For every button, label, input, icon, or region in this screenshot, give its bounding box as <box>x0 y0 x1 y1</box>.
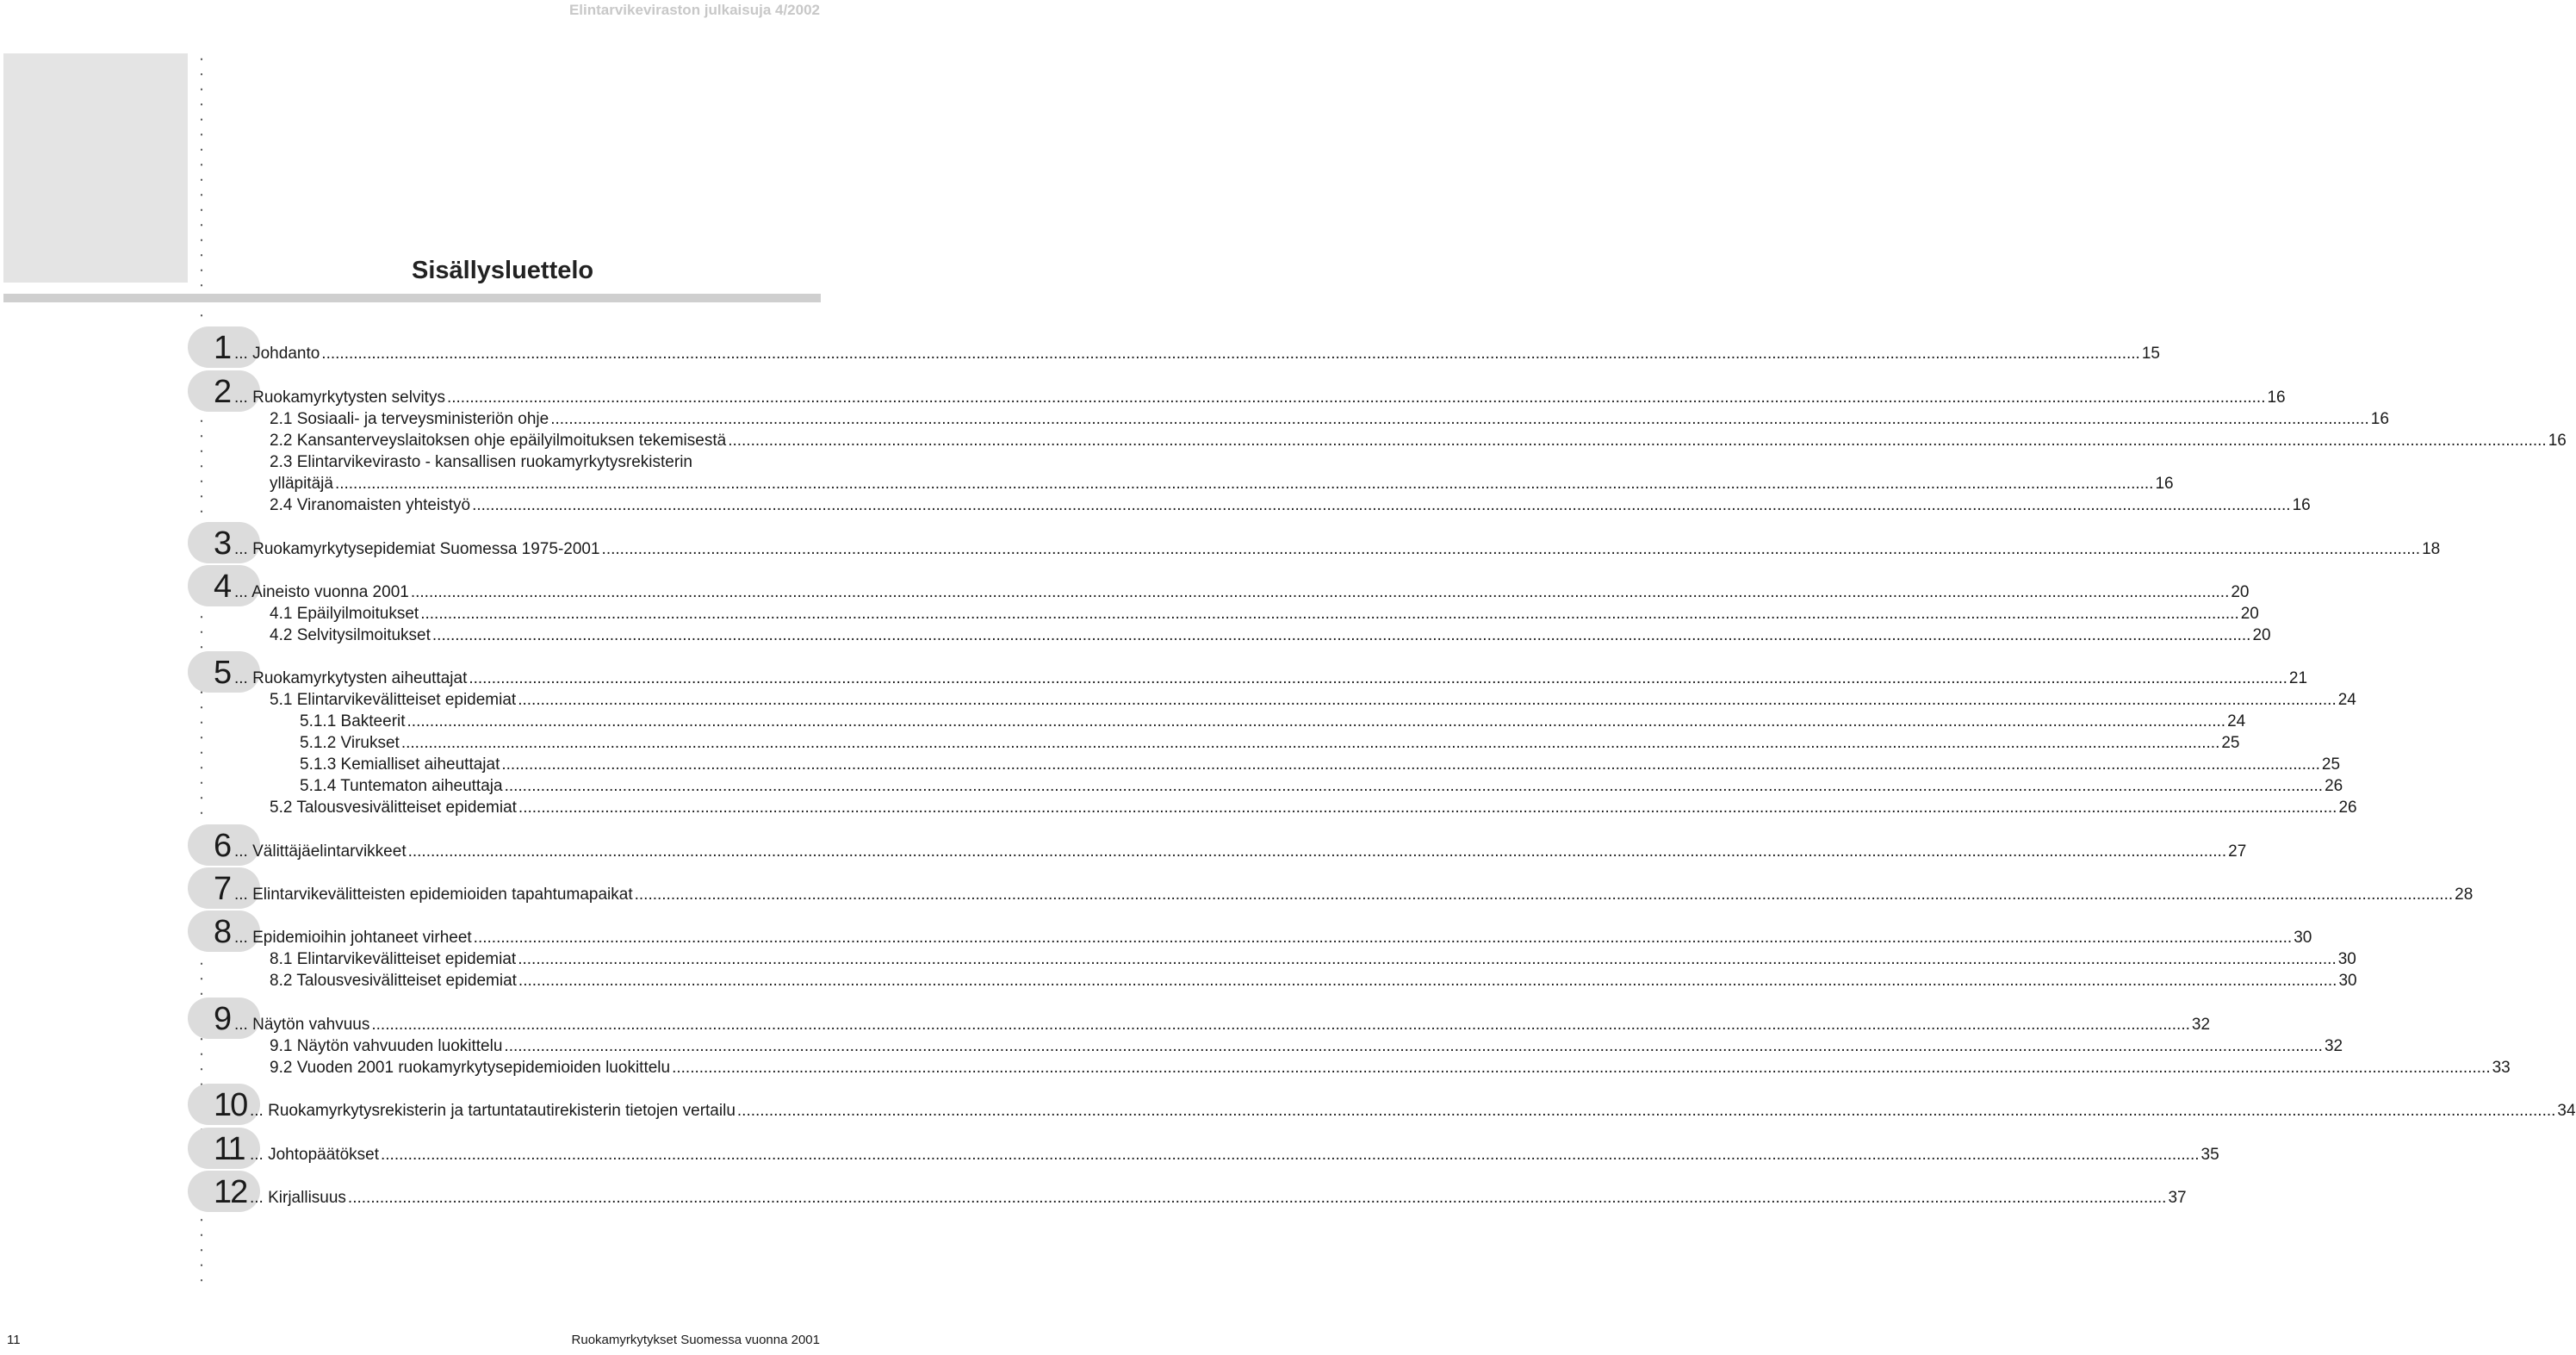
toc-entry[interactable] <box>270 1055 2511 1078</box>
toc-entry[interactable] <box>270 947 2356 969</box>
toc-entry-label: 2.2 Kansanterveyslaitoksen ohje epäilyilmoituksen tekemisestä <box>270 432 727 450</box>
toc-entry[interactable] <box>234 341 2160 364</box>
toc-entry-label: ... Näytön vahvuus <box>234 1016 370 1034</box>
toc-leader-dots: ................................................................................................................................................................................................................................................................................................................................................................................................................ <box>420 605 2239 623</box>
chapter-number: 12 <box>214 1174 247 1210</box>
chapter-number: 2 <box>214 374 231 410</box>
toc-entry-label: 8.2 Talousvesivälitteiset epidemiat <box>270 972 517 990</box>
toc-entry-label: ... Epidemioihin johtaneet virheet <box>234 929 472 947</box>
toc-entry-page: 26 <box>2338 799 2357 817</box>
toc-entry[interactable] <box>270 1034 2343 1056</box>
toc-entry-label: ... Kirjallisuus <box>250 1189 346 1207</box>
toc-entry-page: 30 <box>2294 929 2312 947</box>
toc-entry[interactable] <box>234 666 2308 688</box>
toc-leader-dots: ................................................................................................................................................................................................................................................................................................................................................................................................................ <box>371 1016 2190 1034</box>
toc-entry[interactable] <box>270 428 2567 451</box>
toc-leader-dots: ................................................................................................................................................................................................................................................................................................................................................................................................................ <box>634 886 2454 904</box>
toc-leader-dots: ................................................................................................................................................................................................................................................................................................................................................................................................................ <box>504 1037 2323 1055</box>
toc-entry-page: 20 <box>2240 605 2259 623</box>
toc-entry[interactable] <box>270 968 2357 991</box>
toc-leader-dots: ................................................................................................................................................................................................................................................................................................................................................................................................................ <box>410 583 2230 601</box>
toc-entry-label: ... Ruokamyrkytysten selvitys <box>234 388 445 407</box>
toc-entry[interactable] <box>270 407 2389 429</box>
chapter-number: 3 <box>214 525 231 562</box>
toc-leader-dots: ................................................................................................................................................................................................................................................................................................................................................................................................................ <box>469 669 2287 687</box>
toc-entry-label: 2.3 Elintarvikevirasto - kansallisen ruokamyrkytysrekisterin <box>270 453 692 471</box>
toc-entry-label: 4.2 Selvitysilmoitukset <box>270 626 431 644</box>
toc-leader-dots: ................................................................................................................................................................................................................................................................................................................................................................................................................ <box>334 475 2154 493</box>
footer-running-title: Ruokamyrkytykset Suomessa vuonna 2001 <box>571 1333 820 1347</box>
toc-entry[interactable] <box>270 450 818 472</box>
toc-entry-page: 35 <box>2200 1146 2219 1164</box>
toc-leader-dots: ................................................................................................................................................................................................................................................................................................................................................................................................................ <box>381 1146 2200 1164</box>
toc-entry-page: 24 <box>2227 712 2246 730</box>
toc-entry[interactable] <box>234 925 2312 948</box>
toc-entry-page: 16 <box>2370 410 2389 428</box>
toc-entry-page: 21 <box>2288 669 2308 687</box>
toc-leader-dots: ................................................................................................................................................................................................................................................................................................................................................................................................................ <box>550 410 2369 428</box>
toc-leader-dots: ................................................................................................................................................................................................................................................................................................................................................................................................................ <box>672 1059 2491 1077</box>
toc-entry[interactable] <box>270 601 2259 624</box>
toc-entry[interactable] <box>234 1012 2211 1035</box>
page-title: Sisällysluettelo <box>412 257 594 284</box>
toc-entry[interactable] <box>300 730 2240 753</box>
chapter-number: 1 <box>214 330 231 366</box>
toc-entry[interactable] <box>250 1185 2187 1208</box>
running-header: Elintarvikeviraston julkaisuja 4/2002 <box>568 2 820 18</box>
toc-entry-label: 2.1 Sosiaali- ja terveysministeriön ohje <box>270 410 549 428</box>
chapter-number: 11 <box>214 1131 245 1167</box>
toc-entry-label: 5.2 Talousvesivälitteiset epidemiat <box>270 799 517 817</box>
toc-entry-page: 26 <box>2325 777 2343 795</box>
toc-entry-page: 37 <box>2168 1189 2187 1207</box>
toc-leader-dots: ................................................................................................................................................................................................................................................................................................................................................................................................................ <box>518 691 2337 709</box>
toc-entry-label: 8.1 Elintarvikevälitteiset epidemiat <box>270 950 517 968</box>
toc-entry-page: 16 <box>2267 388 2286 407</box>
toc-entry-page: 30 <box>2337 950 2356 968</box>
toc-entry-label: 5.1.3 Kemialliset aiheuttajat <box>300 755 500 774</box>
toc-entry[interactable] <box>300 709 2246 731</box>
toc-entry[interactable] <box>234 385 2286 407</box>
toc-entry-page: 32 <box>2191 1016 2211 1034</box>
toc-leader-dots: ................................................................................................................................................................................................................................................................................................................................................................................................................ <box>518 799 2337 817</box>
toc-entry-label: ... Välittäjäelintarvikkeet <box>234 842 407 861</box>
toc-leader-dots: ................................................................................................................................................................................................................................................................................................................................................................................................................ <box>601 540 2421 558</box>
chapter-number: 7 <box>214 871 231 907</box>
toc-entry-label: ... Elintarvikevälitteisten epidemioiden tapahtumapaikat <box>234 886 633 904</box>
toc-entry-page: 18 <box>2422 540 2441 558</box>
toc-entry-label: ... Ruokamyrkytysrekisterin ja tartuntatautirekisterin tietojen vertailu <box>250 1102 736 1120</box>
toc-leader-dots: ................................................................................................................................................................................................................................................................................................................................................................................................................ <box>728 432 2547 450</box>
toc-entry-page: 16 <box>2155 475 2174 493</box>
toc-entry-page: 34 <box>2557 1102 2576 1120</box>
toc-entry-label: 9.1 Näytön vahvuuden luokittelu <box>270 1037 503 1055</box>
toc-entry-label: ... Ruokamyrkytysepidemiat Suomessa 1975-2001 <box>234 540 600 558</box>
toc-leader-dots: ................................................................................................................................................................................................................................................................................................................................................................................................................ <box>321 345 2140 363</box>
toc-entry-page: 28 <box>2455 886 2474 904</box>
toc-leader-dots: ................................................................................................................................................................................................................................................................................................................................................................................................................ <box>518 950 2337 968</box>
toc-leader-dots: ................................................................................................................................................................................................................................................................................................................................................................................................................ <box>504 777 2324 795</box>
toc-leader-dots: ................................................................................................................................................................................................................................................................................................................................................................................................................ <box>472 496 2291 514</box>
chapter-number: 5 <box>214 655 231 691</box>
toc-entry-label: ... Johdanto <box>234 345 320 363</box>
toc-entry-label: ylläpitäjä <box>270 475 333 493</box>
toc-entry-label: 5.1.2 Virukset <box>300 734 400 752</box>
toc-entry-label: 9.2 Vuoden 2001 ruokamyrkytysepidemioiden luokittelu <box>270 1059 671 1077</box>
toc-entry-page: 27 <box>2228 842 2247 861</box>
toc-entry-page: 25 <box>2221 734 2240 752</box>
toc-entry[interactable] <box>300 774 2343 796</box>
toc-entry[interactable] <box>250 1098 2576 1121</box>
toc-entry[interactable] <box>234 839 2247 861</box>
toc-leader-dots: ................................................................................................................................................................................................................................................................................................................................................................................................................ <box>407 842 2227 861</box>
toc-entry[interactable] <box>270 687 2356 710</box>
toc-entry[interactable] <box>250 1142 2219 1165</box>
toc-leader-dots: ................................................................................................................................................................................................................................................................................................................................................................................................................ <box>446 388 2266 407</box>
toc-entry[interactable] <box>234 537 2441 559</box>
toc-entry-page: 16 <box>2548 432 2567 450</box>
toc-entry-label: ... Johtopäätökset <box>250 1146 379 1164</box>
chapter-number: 9 <box>214 1001 231 1037</box>
toc-leader-dots: ................................................................................................................................................................................................................................................................................................................................................................................................................ <box>347 1189 2167 1207</box>
toc-leader-dots: ................................................................................................................................................................................................................................................................................................................................................................................................................ <box>407 712 2226 730</box>
footer-page-number: 11 <box>7 1333 21 1347</box>
toc-entry-label: 4.1 Epäilyilmoitukset <box>270 605 419 623</box>
chapter-number: 4 <box>214 569 231 605</box>
toc-entry-page: 33 <box>2492 1059 2511 1077</box>
toc-leader-dots: ................................................................................................................................................................................................................................................................................................................................................................................................................ <box>400 734 2220 752</box>
toc-entry-page: 16 <box>2292 496 2311 514</box>
toc-entry-label: 5.1.4 Tuntematon aiheuttaja <box>300 777 503 795</box>
toc-leader-dots: ................................................................................................................................................................................................................................................................................................................................................................................................................ <box>518 972 2337 990</box>
toc-entry-page: 24 <box>2337 691 2356 709</box>
toc-entry-page: 32 <box>2324 1037 2343 1055</box>
toc-entry-page: 20 <box>2231 583 2250 601</box>
toc-entry[interactable] <box>270 471 2174 494</box>
toc-entry-label: ... Aineisto vuonna 2001 <box>234 583 409 601</box>
toc-entry[interactable] <box>234 882 2474 904</box>
toc-leader-dots: ................................................................................................................................................................................................................................................................................................................................................................................................................ <box>736 1102 2556 1120</box>
toc-entry-label: ... Ruokamyrkytysten aiheuttajat <box>234 669 468 687</box>
chapter-number: 6 <box>214 828 231 864</box>
toc-leader-dots: ................................................................................................................................................................................................................................................................................................................................................................................................................ <box>431 626 2251 644</box>
toc-entry-page: 25 <box>2321 755 2341 774</box>
toc-entry[interactable] <box>270 493 2311 515</box>
toc-entry-label: 5.1 Elintarvikevälitteiset epidemiat <box>270 691 517 709</box>
toc-entry[interactable] <box>270 623 2271 645</box>
toc-entry-label: 5.1.1 Bakteerit <box>300 712 406 730</box>
chapter-number: 8 <box>214 914 231 950</box>
toc-entry[interactable] <box>270 795 2357 817</box>
toc-entry-page: 20 <box>2252 626 2271 644</box>
toc-entry-page: 30 <box>2338 972 2357 990</box>
toc-leader-dots: ................................................................................................................................................................................................................................................................................................................................................................................................................ <box>501 755 2320 774</box>
toc-entry-page: 15 <box>2141 345 2160 363</box>
toc-entry[interactable] <box>300 752 2341 774</box>
toc-entry[interactable] <box>234 580 2250 602</box>
chapter-number: 10 <box>214 1087 247 1123</box>
toc-leader-dots: ................................................................................................................................................................................................................................................................................................................................................................................................................ <box>473 929 2293 947</box>
toc-entry-label: 2.4 Viranomaisten yhteistyö <box>270 496 471 514</box>
